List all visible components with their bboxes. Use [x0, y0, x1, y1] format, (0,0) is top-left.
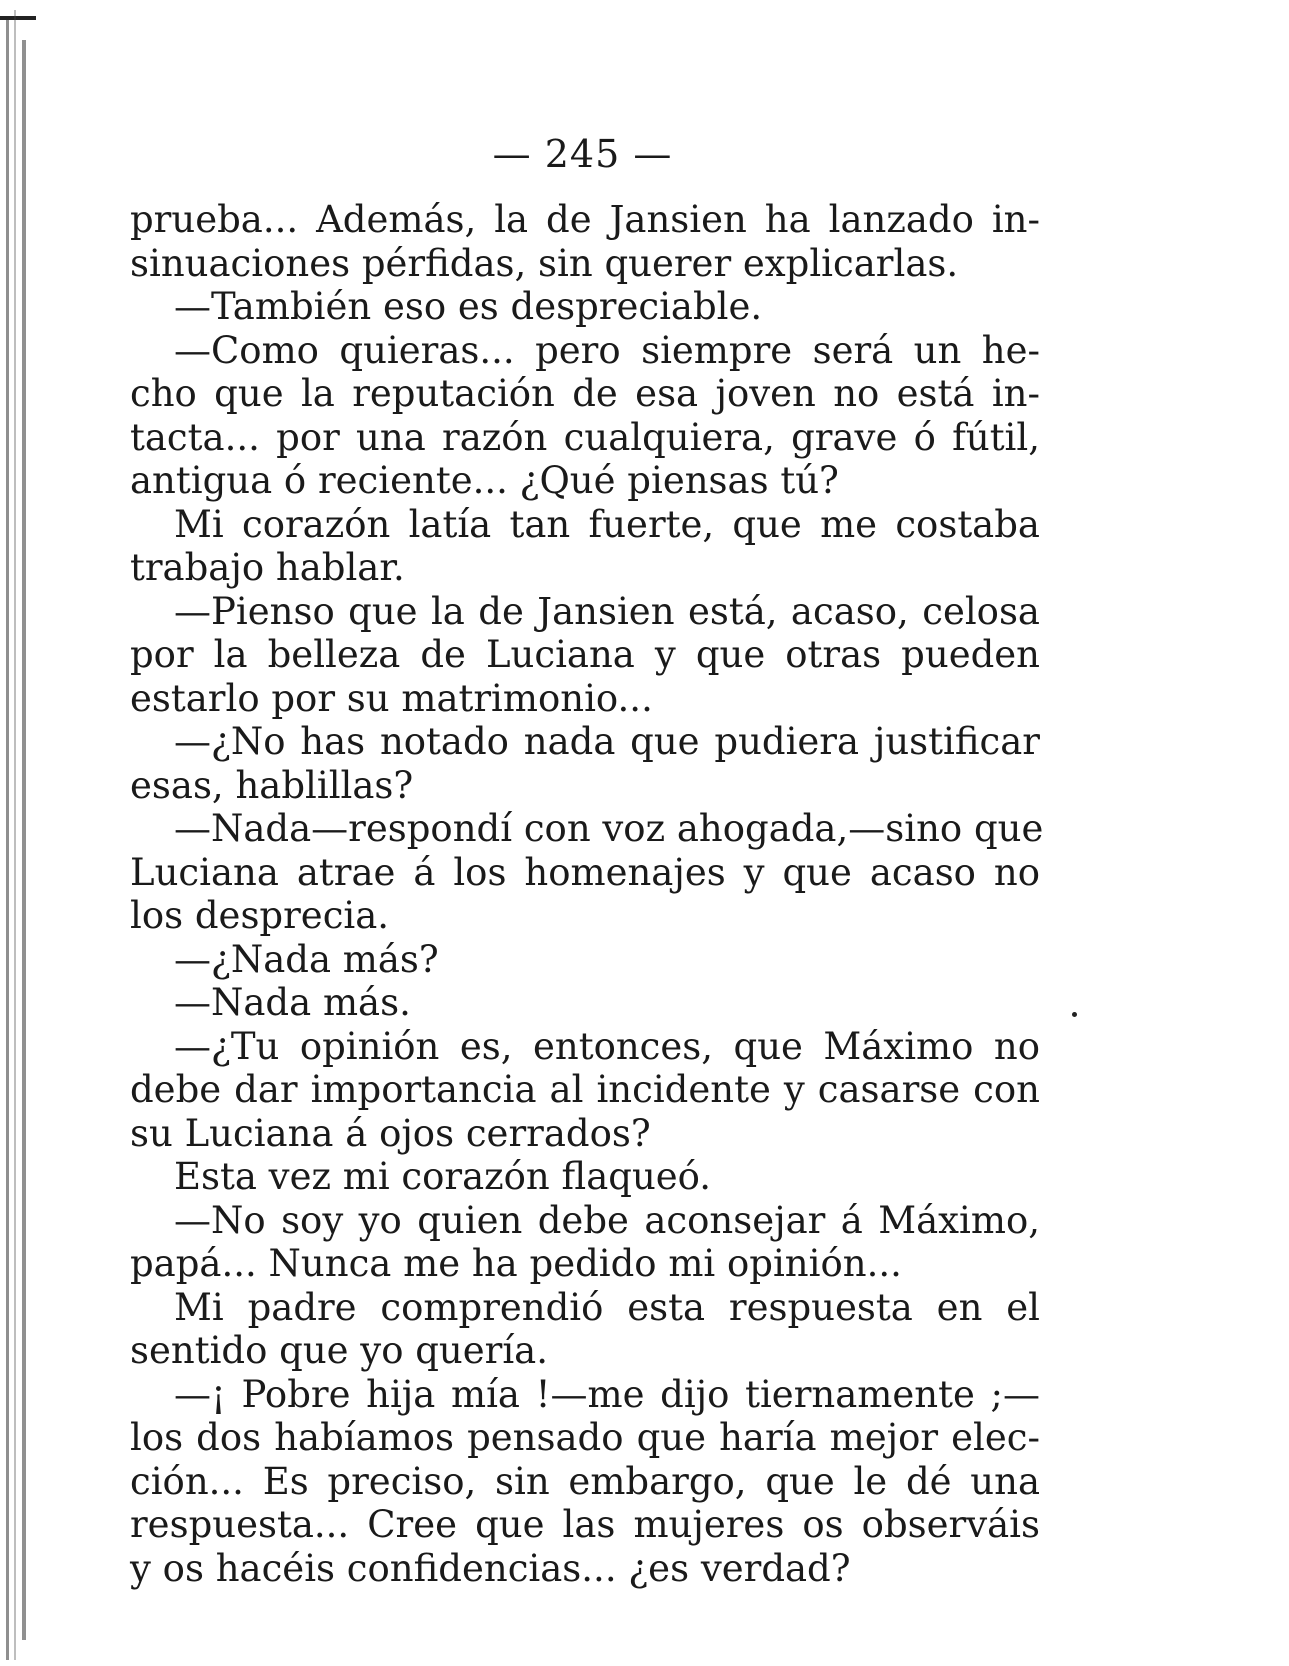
text-line: —¿Tu opinión es, entonces, que Máximo no — [174, 1024, 1040, 1068]
text-line: esas, hablillas? — [130, 763, 414, 807]
binding-edge — [0, 0, 38, 1666]
text-line: los dos habíamos pensado que haría mejor elec- — [130, 1416, 1040, 1459]
page-number: — 245 — — [492, 132, 673, 176]
text-line: su Luciana á ojos cerrados? — [130, 1111, 651, 1155]
text-line: papá... Nunca me ha pedido mi opinión... — [130, 1242, 902, 1285]
text-line: Mi padre comprendió esta respuesta en el — [174, 1285, 1040, 1329]
text-line: sinuaciones pérfidas, sin querer explicarlas. — [130, 241, 959, 285]
text-line: Mi corazón latía tan fuerte, que me costaba — [174, 502, 1040, 546]
text-line: tacta... por una razón cualquiera, grave ó fútil, — [130, 415, 1040, 459]
binding-line — [6, 20, 9, 1660]
text-line: —Pienso que la de Jansien está, acaso, celosa — [174, 589, 1040, 633]
text-line: trabajo hablar. — [130, 546, 405, 589]
text-line: los desprecia. — [130, 894, 390, 937]
text-line: respuesta... Cree que las mujeres os observáis — [130, 1503, 1040, 1546]
binding-line — [14, 10, 16, 1660]
text-line: —¡ Pobre hija mía !—me dijo tiernamente ;— — [174, 1372, 1040, 1416]
text-line: debe dar importancia al incidente y casarse con — [130, 1068, 1040, 1111]
text-line: y os hacéis confidencias... ¿es verdad? — [130, 1546, 851, 1590]
text-line: ción... Es preciso, sin embargo, que le dé una — [130, 1459, 1040, 1503]
text-line: —También eso es despreciable. — [174, 285, 763, 328]
body-text — [130, 198, 1044, 1590]
text-line: —¿Nada más? — [174, 937, 439, 981]
text-line: por la belleza de Luciana y que otras pueden — [130, 633, 1040, 676]
text-line: —¿No has notado nada que pudiera justificar — [174, 720, 1040, 763]
text-line: Luciana atrae á los homenajes y que acaso no — [130, 850, 1040, 894]
ink-speck — [1072, 1012, 1077, 1017]
text-line: —Como quieras... pero siempre será un he- — [174, 328, 1040, 372]
text-line: —Nada—respondí con voz ahogada,—sino que — [174, 807, 1044, 850]
text-line: sentido que yo quería. — [130, 1329, 549, 1372]
text-line: prueba... Además, la de Jansien ha lanzado in- — [130, 198, 1040, 241]
text-line: Esta vez mi corazón flaqueó. — [174, 1155, 712, 1198]
text-line: estarlo por su matrimonio... — [130, 676, 653, 720]
text-line: —Nada más. — [174, 981, 411, 1024]
binding-line — [22, 40, 26, 1640]
text-line: —No soy yo quien debe aconsejar á Máximo, — [174, 1198, 1040, 1242]
text-line: antigua ó reciente... ¿Qué piensas tú? — [130, 459, 839, 502]
text-line: cho que la reputación de esa joven no está in- — [130, 372, 1040, 415]
